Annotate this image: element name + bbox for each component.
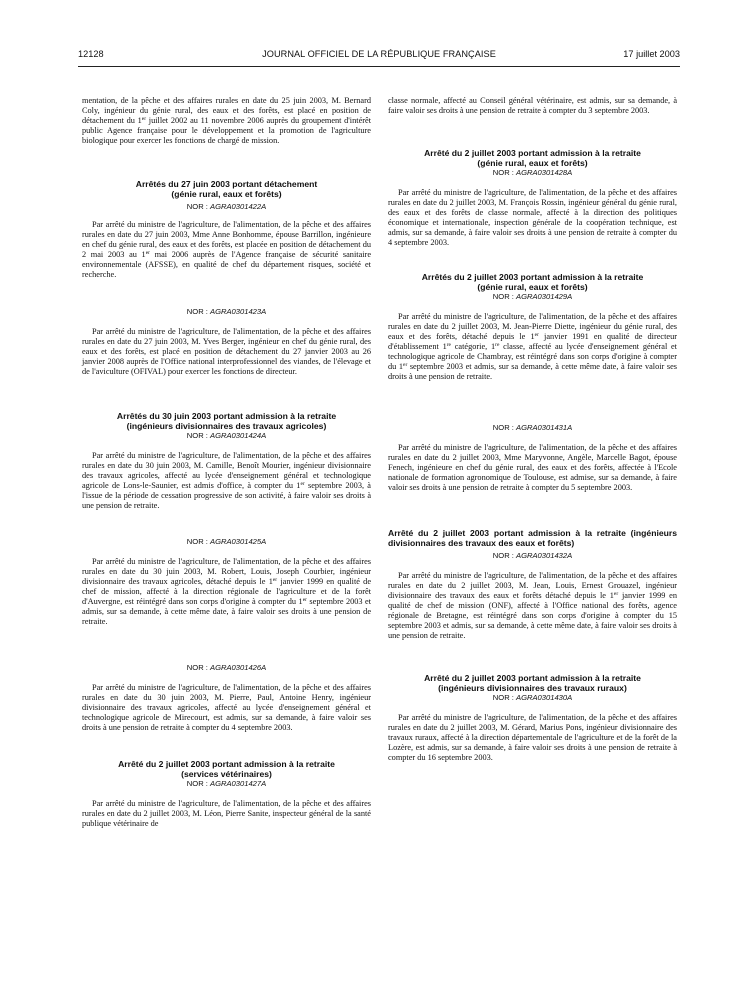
paragraph: Par arrêté du ministre de l'agriculture, de l'alimentation, de la pêche et des affaires rurales en date du 2 juillet 2003, M. François Rossin, ingénieur général du génie rural, des eaux et des forêts de classe normale, affecté à la direction des politiques économique et internationale, inspection générale de la coopération technique, est admis, sur sa demande, à faire valoir ses droits à une pension de retraite à compter du 4 septembre 2003. <box>388 188 677 248</box>
section-subtitle: (services vétérinaires) <box>181 769 272 779</box>
paragraph: Par arrêté du ministre de l'agriculture, de l'alimentation, de la pêche et des affaires rurales en date du 30 juin 2003, M. Pierre, Paul, Antoine Henry, ingénieur divisionnaire des travaux agricoles, affecté au lycée d'enseignement général et technologique agricole de Mirecourt, est admis, sur sa demande, à faire valoir ses droits à une pension de retraite à compter du 4 septembre 2003. <box>82 683 371 733</box>
paragraph: Par arrêté du ministre de l'agriculture, de l'alimentation, de la pêche et des affaires rurales en date du 27 juin 2003, Mme Anne Bonhomme, épouse Barrillon, ingénieure en chef du génie rural, des eaux et des forêts, est placée en position de détachement du 2 mai 2003 au 1er mai 2006 auprès de l'Agence française de sécurité sanitaire environnementale (AFSSE), en qualité de chef du département risques, société et recherche. <box>82 220 371 280</box>
section-title: Arrêtés du 30 juin 2003 portant admission à la retraite <box>116 411 337 421</box>
paragraph: Par arrêté du ministre de l'agriculture, de l'alimentation, de la pêche et des affaires rurales en date du 30 juin 2003, M. Robert, Louis, Joseph Courbier, ingénieur divisionnaire des travaux agricoles, détaché depuis le 1er janvier 1999 en qualité de chef de mission, affecté à la direction régionale de l'agriculture et de la forêt d'Auvergne, est réintégré dans son corps d'origine à compter du 1er septembre 2003 et admis, sur sa demande, à cette même date, à faire valoir ses droits à une pension de retraite. <box>82 557 372 627</box>
nor-reference: NOR : AGRA0301428A <box>492 168 573 177</box>
left-column <box>82 96 371 829</box>
section-subtitle: (ingénieurs divisionnaires des travaux ruraux) <box>438 683 627 693</box>
nor-reference: NOR : AGRA0301427A <box>186 779 267 788</box>
paragraph: Par arrêté du ministre de l'agriculture, de l'alimentation, de la pêche et des affaires rurales en date du 2 juillet 2003, M. Léon, Pierre Sanite, inspecteur général de la santé publique vétérinaire de <box>82 799 371 829</box>
section-title: Arrêté du 2 juillet 2003 portant admission à la retraite <box>118 759 335 769</box>
nor-reference: NOR : AGRA0301430A <box>492 693 573 702</box>
paragraph: Par arrêté du ministre de l'agriculture, de l'alimentation, de la pêche et des affaires rurales en date du 2 juillet 2003, M. Jean-Pierre Diette, ingénieur du génie rural, des eaux et des forêts, détaché depuis le 1er janvier 1991 en qualité de directeur d'établissement 1re catégorie, 1re classe, affecté au lycée d'enseignement général et technologique agricole de Chambray, est réintégré dans son corps d'origine à compter du 1er septembre 2003 et admis, sur sa demande, à cette même date, à faire valoir ses droits à une pension de retraite. <box>388 312 677 382</box>
paragraph: Par arrêté du ministre de l'agriculture, de l'alimentation, de la pêche et des affaires rurales en date du 30 juin 2003, M. Camille, Benoît Mourier, ingénieur divisionnaire des travaux agricoles, affecté au lycée d'enseignement général et technologique agricole de Lons-le-Saunier, est admis d'office, à compter du 1er septembre 2003, à l'issue de la période de cessation progressive de son activité, à faire valoir ses droits à une pension de retraite. <box>82 451 371 511</box>
nor-reference: NOR : AGRA0301423A <box>186 307 267 316</box>
nor-reference: NOR : AGRA0301432A <box>492 551 573 560</box>
issue-date: 17 juillet 2003 <box>623 49 680 59</box>
section-title: Arrêté du 2 juillet 2003 portant admission à la retraite <box>424 673 641 683</box>
right-column <box>388 96 677 763</box>
nor-reference: NOR : AGRA0301426A <box>186 663 267 672</box>
paragraph: classe normale, affecté au Conseil général vétérinaire, est admis, sur sa demande, à faire valoir ses droits à une pension de retraite à compter du 3 septembre 2003. <box>388 96 677 116</box>
nor-reference: NOR : AGRA0301424A <box>186 431 267 440</box>
paragraph: mentation, de la pêche et des affaires rurales en date du 25 juin 2003, M. Bernard Coly, ingénieur du génie rural, des eaux et des forêts, est placé en position de détachement du 1er juillet 2002 au 11 novembre 2006 auprès du groupement d'intérêt public Agence française pour le développement et la promotion de l'agriculture biologique pour exercer les fonctions de chargé de mission. <box>82 96 371 146</box>
paragraph: Par arrêté du ministre de l'agriculture, de l'alimentation, de la pêche et des affaires rurales en date du 2 juillet 2003, Mme Maryvonne, Angèle, Marcelle Bagot, épouse Fenech, ingénieure en chef du génie rural, des eaux et des forêts, affectée à l'Ecole nationale de formation agronomique de Toulouse, est admise, sur sa demande, à faire valoir ses droits à une pension de retraite à compter du 5 septembre 2003. <box>388 443 677 493</box>
nor-reference: NOR : AGRA0301425A <box>186 537 267 546</box>
nor-reference: NOR : AGRA0301429A <box>492 292 573 301</box>
journal-title: JOURNAL OFFICIEL DE LA RÉPUBLIQUE FRANÇAISE <box>262 49 496 59</box>
section-title: Arrêtés du 27 juin 2003 portant détachement <box>135 179 318 189</box>
header-rule <box>78 66 680 67</box>
section-subtitle: (génie rural, eaux et forêts) <box>171 189 282 199</box>
paragraph: Par arrêté du ministre de l'agriculture, de l'alimentation, de la pêche et des affaires rurales en date du 27 juin 2003, M. Yves Berger, ingénieur en chef du génie rural, des eaux et des forêts, est placé en position de détachement du 27 janvier 2003 au 26 janvier 2008 auprès de l'Office national interprofessionnel des viandes, de l'élevage et de l'aviculture (OFIVAL) pour exercer les fonctions de directeur. <box>82 327 371 377</box>
nor-reference: NOR : AGRA0301431A <box>492 423 573 432</box>
paragraph: Par arrêté du ministre de l'agriculture, de l'alimentation, de la pêche et des affaires rurales en date du 2 juillet 2003, M. Gérard, Marius Pons, ingénieur divisionnaire des travaux ruraux, affecté à la direction départementale de l'agriculture et de la forêt de la Lozère, est admis, sur sa demande, à faire valoir ses droits à une pension de retraite à compter du 16 septembre 2003. <box>388 713 677 763</box>
page-header <box>78 49 680 63</box>
section-title: Arrêté du 2 juillet 2003 portant admission à la retraite <box>424 148 641 158</box>
section-subtitle: (génie rural, eaux et forêts) <box>477 158 588 168</box>
section-title: Arrêté du 2 juillet 2003 portant admission à la retraite (ingénieurs divisionnaires des travaux des eaux et forêts) <box>388 528 677 548</box>
section-title: Arrêtés du 2 juillet 2003 portant admission à la retraite <box>421 272 644 282</box>
page-number: 12128 <box>78 49 104 59</box>
nor-reference: NOR : AGRA0301422A <box>186 202 267 211</box>
paragraph: Par arrêté du ministre de l'agriculture, de l'alimentation, de la pêche et des affaires rurales en date du 2 juillet 2003, M. Jean, Louis, Ernest Grouazel, ingénieur divisionnaire des travaux des eaux et forêts détaché depuis le 1er janvier 1999 en qualité de chef de mission (ONF), affecté à l'Office national des forêts, agence régionale de Bretagne, est réintégré dans son corps d'origine à compter du 15 septembre 2003 et admis, sur sa demande, à cette même date, à faire valoir ses droits à une pension de retraite. <box>388 571 677 641</box>
section-subtitle: (ingénieurs divisionnaires des travaux agricoles) <box>126 421 327 431</box>
section-subtitle: (génie rural, eaux et forêts) <box>477 282 588 292</box>
